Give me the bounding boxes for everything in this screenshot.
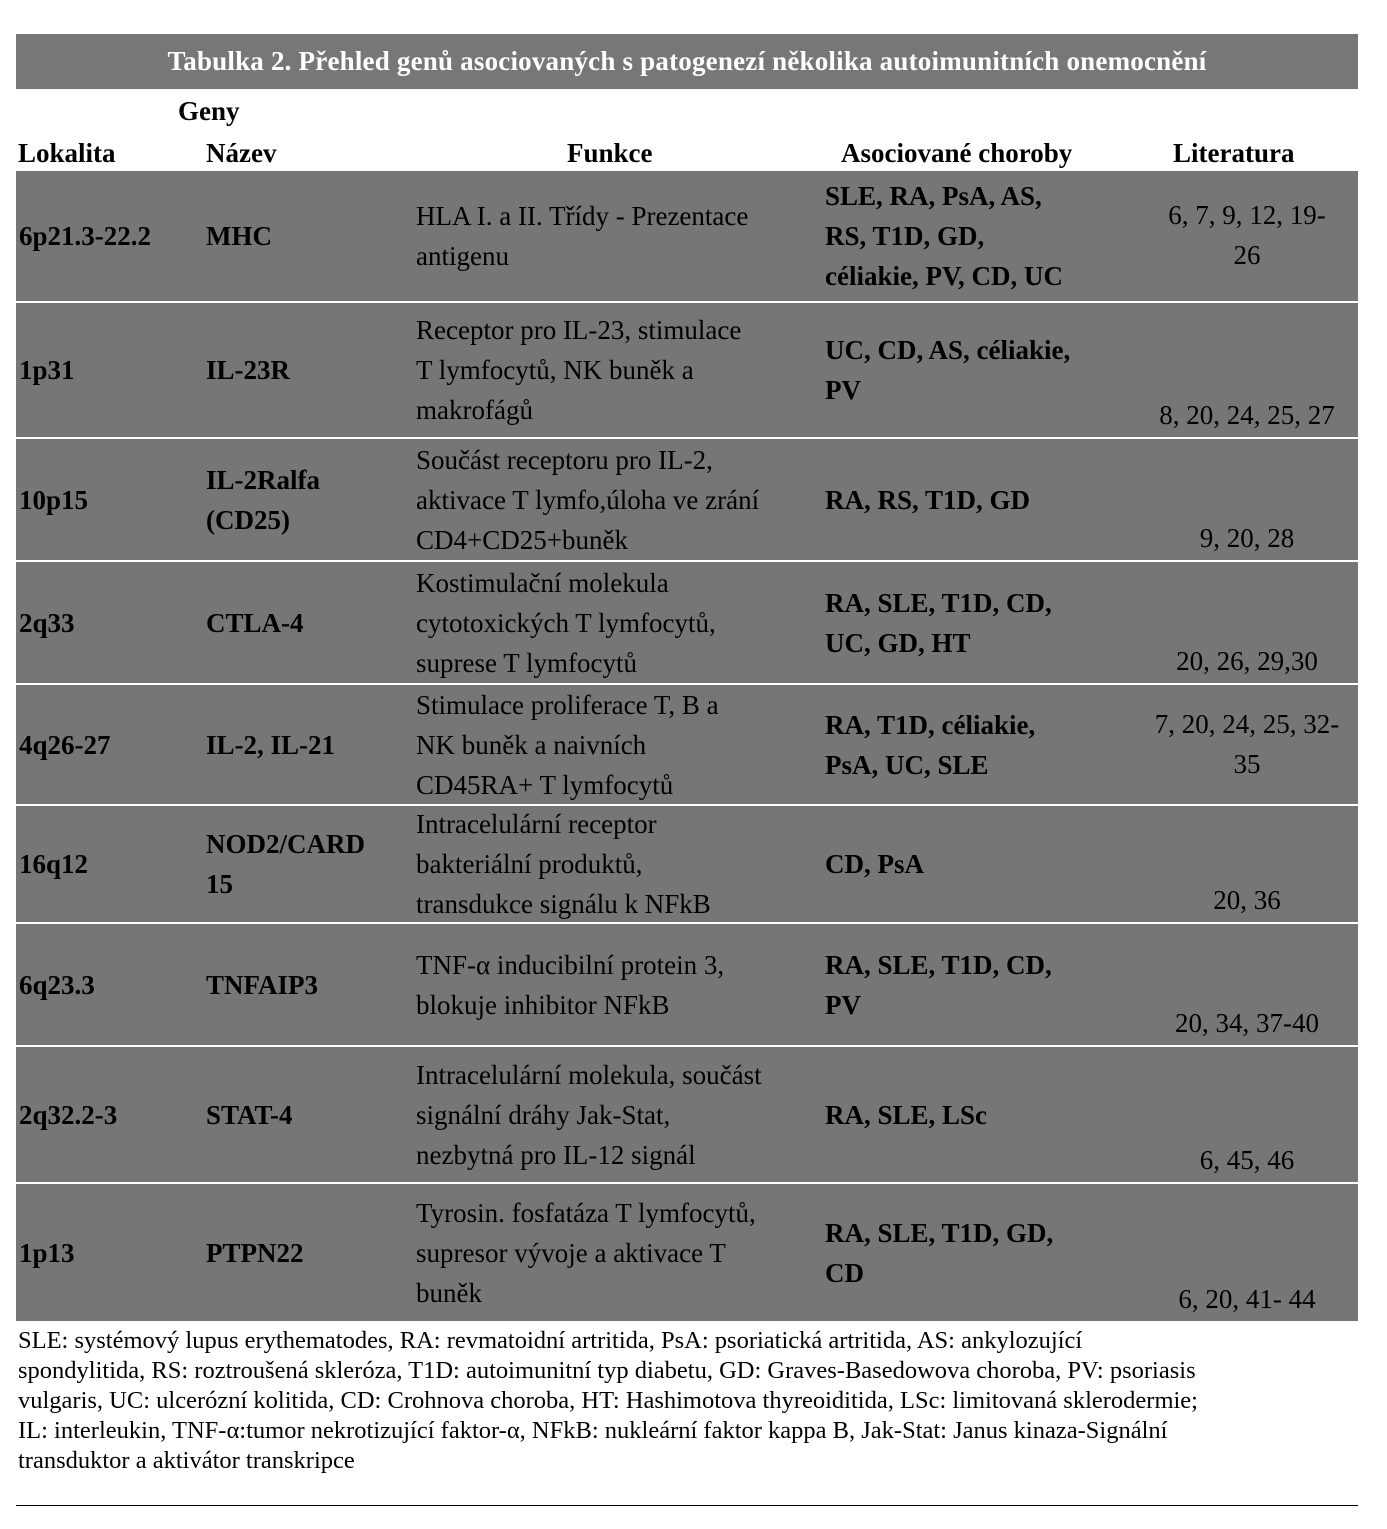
table-row (16, 924, 1358, 1047)
diseases-text: PV (825, 375, 861, 405)
table-row (16, 1184, 1358, 1323)
lokalita-text: 10p15 (19, 484, 89, 515)
diseases-text: RA, T1D, céliakie, (825, 709, 1036, 740)
gene-name-text: MHC (206, 221, 272, 251)
diseases-cell (825, 806, 1143, 922)
abbreviation-legend (18, 1326, 1358, 1476)
function-cell (416, 439, 826, 560)
literature-text: 8, 20, 24, 25, 27 (1159, 400, 1335, 430)
lokalita-cell (19, 1184, 199, 1321)
diseases-text: UC, GD, HT (825, 627, 971, 658)
lokalita-cell (19, 171, 199, 301)
lokalita-text: 1p13 (19, 1237, 75, 1268)
function-cell (416, 562, 826, 683)
diseases-text: CD (825, 1257, 864, 1288)
gene-name-cell (206, 439, 406, 560)
table-title: Tabulka 2. Přehled genů asociovaných s patogenezí několika autoimunitních onemocnění (16, 34, 1358, 89)
diseases-text: céliakie, PV, CD, UC (825, 261, 1063, 291)
function-text: makrofágů (416, 395, 533, 425)
function-text: Intracelulární receptor (416, 809, 657, 839)
header-nazev: Název (206, 138, 277, 168)
header-choroby: Asociované choroby (841, 138, 1073, 168)
function-text: Součást receptoru pro IL-2, (416, 444, 713, 475)
literature-text: 7, 20, 24, 25, 32- (1154, 708, 1340, 739)
function-text: Stimulace proliferace T, B a (416, 689, 719, 720)
gene-name-text: TNFAIP3 (206, 969, 318, 1000)
function-text: nezbytná pro IL-12 signál (416, 1139, 696, 1170)
header-literatura: Literatura (1173, 138, 1295, 168)
lokalita-cell (19, 562, 199, 683)
gene-name-text: 15 (206, 869, 233, 899)
diseases-cell (825, 439, 1143, 560)
diseases-text: RA, RS, T1D, GD (825, 484, 1031, 515)
diseases-cell (825, 924, 1143, 1045)
gene-name-text: IL-2Ralfa (206, 464, 320, 495)
literature-text: 20, 26, 29,30 (1176, 646, 1318, 676)
legend-line: SLE: systémový lupus erythematodes, RA: revmatoidní artritida, PsA: psoriatická artritida, AS: ankylozující (18, 1327, 1083, 1354)
literature-text: 6, 20, 41- 44 (1178, 1284, 1316, 1314)
legend-line: vulgaris, UC: ulcerózní kolitida, CD: Crohnova choroba, HT: Hashimotova thyreoiditida, LSc: limitovaná sklerodermie; (18, 1387, 1198, 1414)
function-text: HLA I. a II. Třídy - Prezentace (416, 201, 749, 231)
diseases-text: PV (825, 989, 861, 1020)
legend-line: transduktor a aktivátor transkripce (18, 1447, 355, 1474)
literature-text: 35 (1233, 748, 1261, 779)
literature-cell (1140, 439, 1354, 560)
lokalita-cell (19, 685, 199, 804)
function-text: TNF-α inducibilní protein 3, (416, 949, 725, 980)
lokalita-text: 2q32.2-3 (19, 1099, 118, 1130)
legend-line: IL: interleukin, TNF-α:tumor nekrotizující faktor-α, NFkB: nukleární faktor kappa B, Jak-Stat: Janus kinaza-Signální (18, 1417, 1168, 1444)
literature-text: 20, 36 (1213, 885, 1281, 915)
table-row (16, 1047, 1358, 1184)
lokalita-text: 16q12 (19, 849, 89, 879)
table-row (16, 171, 1358, 303)
lokalita-cell (19, 303, 199, 437)
function-cell (416, 685, 826, 804)
lokalita-cell (19, 439, 199, 560)
gene-name-text: NOD2/CARD (206, 829, 365, 859)
diseases-text: RA, SLE, LSc (825, 1099, 988, 1130)
gene-name-text: (CD25) (206, 504, 290, 535)
diseases-text: RS, T1D, GD, (825, 221, 985, 251)
gene-name-cell (206, 806, 406, 922)
lokalita-cell (19, 924, 199, 1045)
gene-name-text: STAT-4 (206, 1099, 293, 1130)
diseases-text: UC, CD, AS, céliakie, (825, 335, 1071, 365)
gene-name-cell (206, 171, 406, 301)
gene-name-cell (206, 1184, 406, 1321)
table-row (16, 562, 1358, 685)
table-row (16, 303, 1358, 439)
gene-name-cell (206, 924, 406, 1045)
literature-cell (1140, 1184, 1354, 1321)
diseases-cell (825, 171, 1143, 301)
function-text: aktivace T lymfo,úloha ve zrání (416, 484, 760, 515)
gene-name-cell (206, 685, 406, 804)
function-text: supresor vývoje a aktivace T (416, 1237, 726, 1268)
literature-text: 26 (1233, 240, 1261, 270)
function-cell (416, 171, 826, 301)
function-text: Intracelulární molekula, součást (416, 1059, 762, 1090)
function-text: Receptor pro IL-23, stimulace (416, 315, 742, 345)
function-text: buněk (416, 1277, 482, 1308)
table-row (16, 806, 1358, 924)
function-text: bakteriální produktů, (416, 849, 643, 879)
literature-cell (1140, 924, 1354, 1045)
table-row (16, 439, 1358, 562)
legend-line: spondylitida, RS: roztroušená skleróza, T1D: autoimunitní typ diabetu, GD: Graves-Basedowova choroba, PV: psoriasis (18, 1357, 1196, 1384)
function-text: CD45RA+ T lymfocytů (416, 769, 674, 800)
diseases-cell (825, 303, 1143, 437)
gene-name-cell (206, 303, 406, 437)
literature-cell (1140, 171, 1354, 301)
diseases-text: CD, PsA (825, 849, 924, 879)
function-cell (416, 303, 826, 437)
function-text: transdukce signálu k NFkB (416, 889, 711, 919)
diseases-cell (825, 685, 1143, 804)
lokalita-text: 6p21.3-22.2 (19, 221, 152, 251)
function-text: cytotoxických T lymfocytů, (416, 607, 716, 638)
diseases-text: RA, SLE, T1D, GD, (825, 1217, 1054, 1248)
gene-name-text: PTPN22 (206, 1237, 304, 1268)
function-cell (416, 806, 826, 922)
function-text: antigenu (416, 241, 509, 271)
diseases-text: SLE, RA, PsA, AS, (825, 181, 1042, 211)
gene-name-cell (206, 1047, 406, 1182)
table-row (16, 685, 1358, 806)
gene-name-text: IL-23R (206, 355, 291, 385)
literature-cell (1140, 1047, 1354, 1182)
diseases-cell (825, 1047, 1143, 1182)
literature-text: 6, 45, 46 (1199, 1145, 1295, 1175)
function-text: CD4+CD25+buněk (416, 524, 628, 555)
lokalita-text: 4q26-27 (19, 729, 111, 760)
diseases-cell (825, 1184, 1143, 1321)
literature-cell (1140, 685, 1354, 804)
function-text: blokuje inhibitor NFkB (416, 989, 670, 1020)
function-text: NK buněk a naivních (416, 729, 647, 760)
diseases-text: PsA, UC, SLE (825, 749, 989, 780)
function-text: T lymfocytů, NK buněk a (416, 355, 694, 385)
lokalita-text: 2q33 (19, 607, 75, 638)
diseases-text: RA, SLE, T1D, CD, (825, 949, 1052, 980)
header-funkce: Funkce (567, 138, 653, 168)
header-lokalita: Lokalita (18, 138, 116, 168)
gene-name-cell (206, 562, 406, 683)
literature-cell (1140, 562, 1354, 683)
diseases-cell (825, 562, 1143, 683)
gene-name-text: CTLA-4 (206, 607, 304, 638)
function-text: Kostimulační molekula (416, 567, 669, 598)
lokalita-text: 6q23.3 (19, 969, 95, 1000)
diseases-text: RA, SLE, T1D, CD, (825, 587, 1052, 618)
function-text: signální dráhy Jak-Stat, (416, 1099, 671, 1130)
literature-text: 20, 34, 37-40 (1175, 1008, 1319, 1038)
literature-text: 6, 7, 9, 12, 19- (1168, 200, 1326, 230)
function-cell (416, 1184, 826, 1321)
function-cell (416, 1047, 826, 1182)
gene-name-text: IL-2, IL-21 (206, 729, 336, 760)
bottom-rule (16, 1505, 1358, 1506)
function-text: suprese T lymfocytů (416, 647, 637, 678)
lokalita-cell (19, 1047, 199, 1182)
literature-text: 9, 20, 28 (1199, 523, 1295, 553)
literature-cell (1140, 303, 1354, 437)
literature-cell (1140, 806, 1354, 922)
lokalita-cell (19, 806, 199, 922)
function-text: Tyrosin. fosfatáza T lymfocytů, (416, 1197, 756, 1228)
function-cell (416, 924, 826, 1045)
lokalita-text: 1p31 (19, 355, 75, 385)
header-geny: Geny (178, 96, 240, 126)
gene-table (16, 171, 1358, 1323)
